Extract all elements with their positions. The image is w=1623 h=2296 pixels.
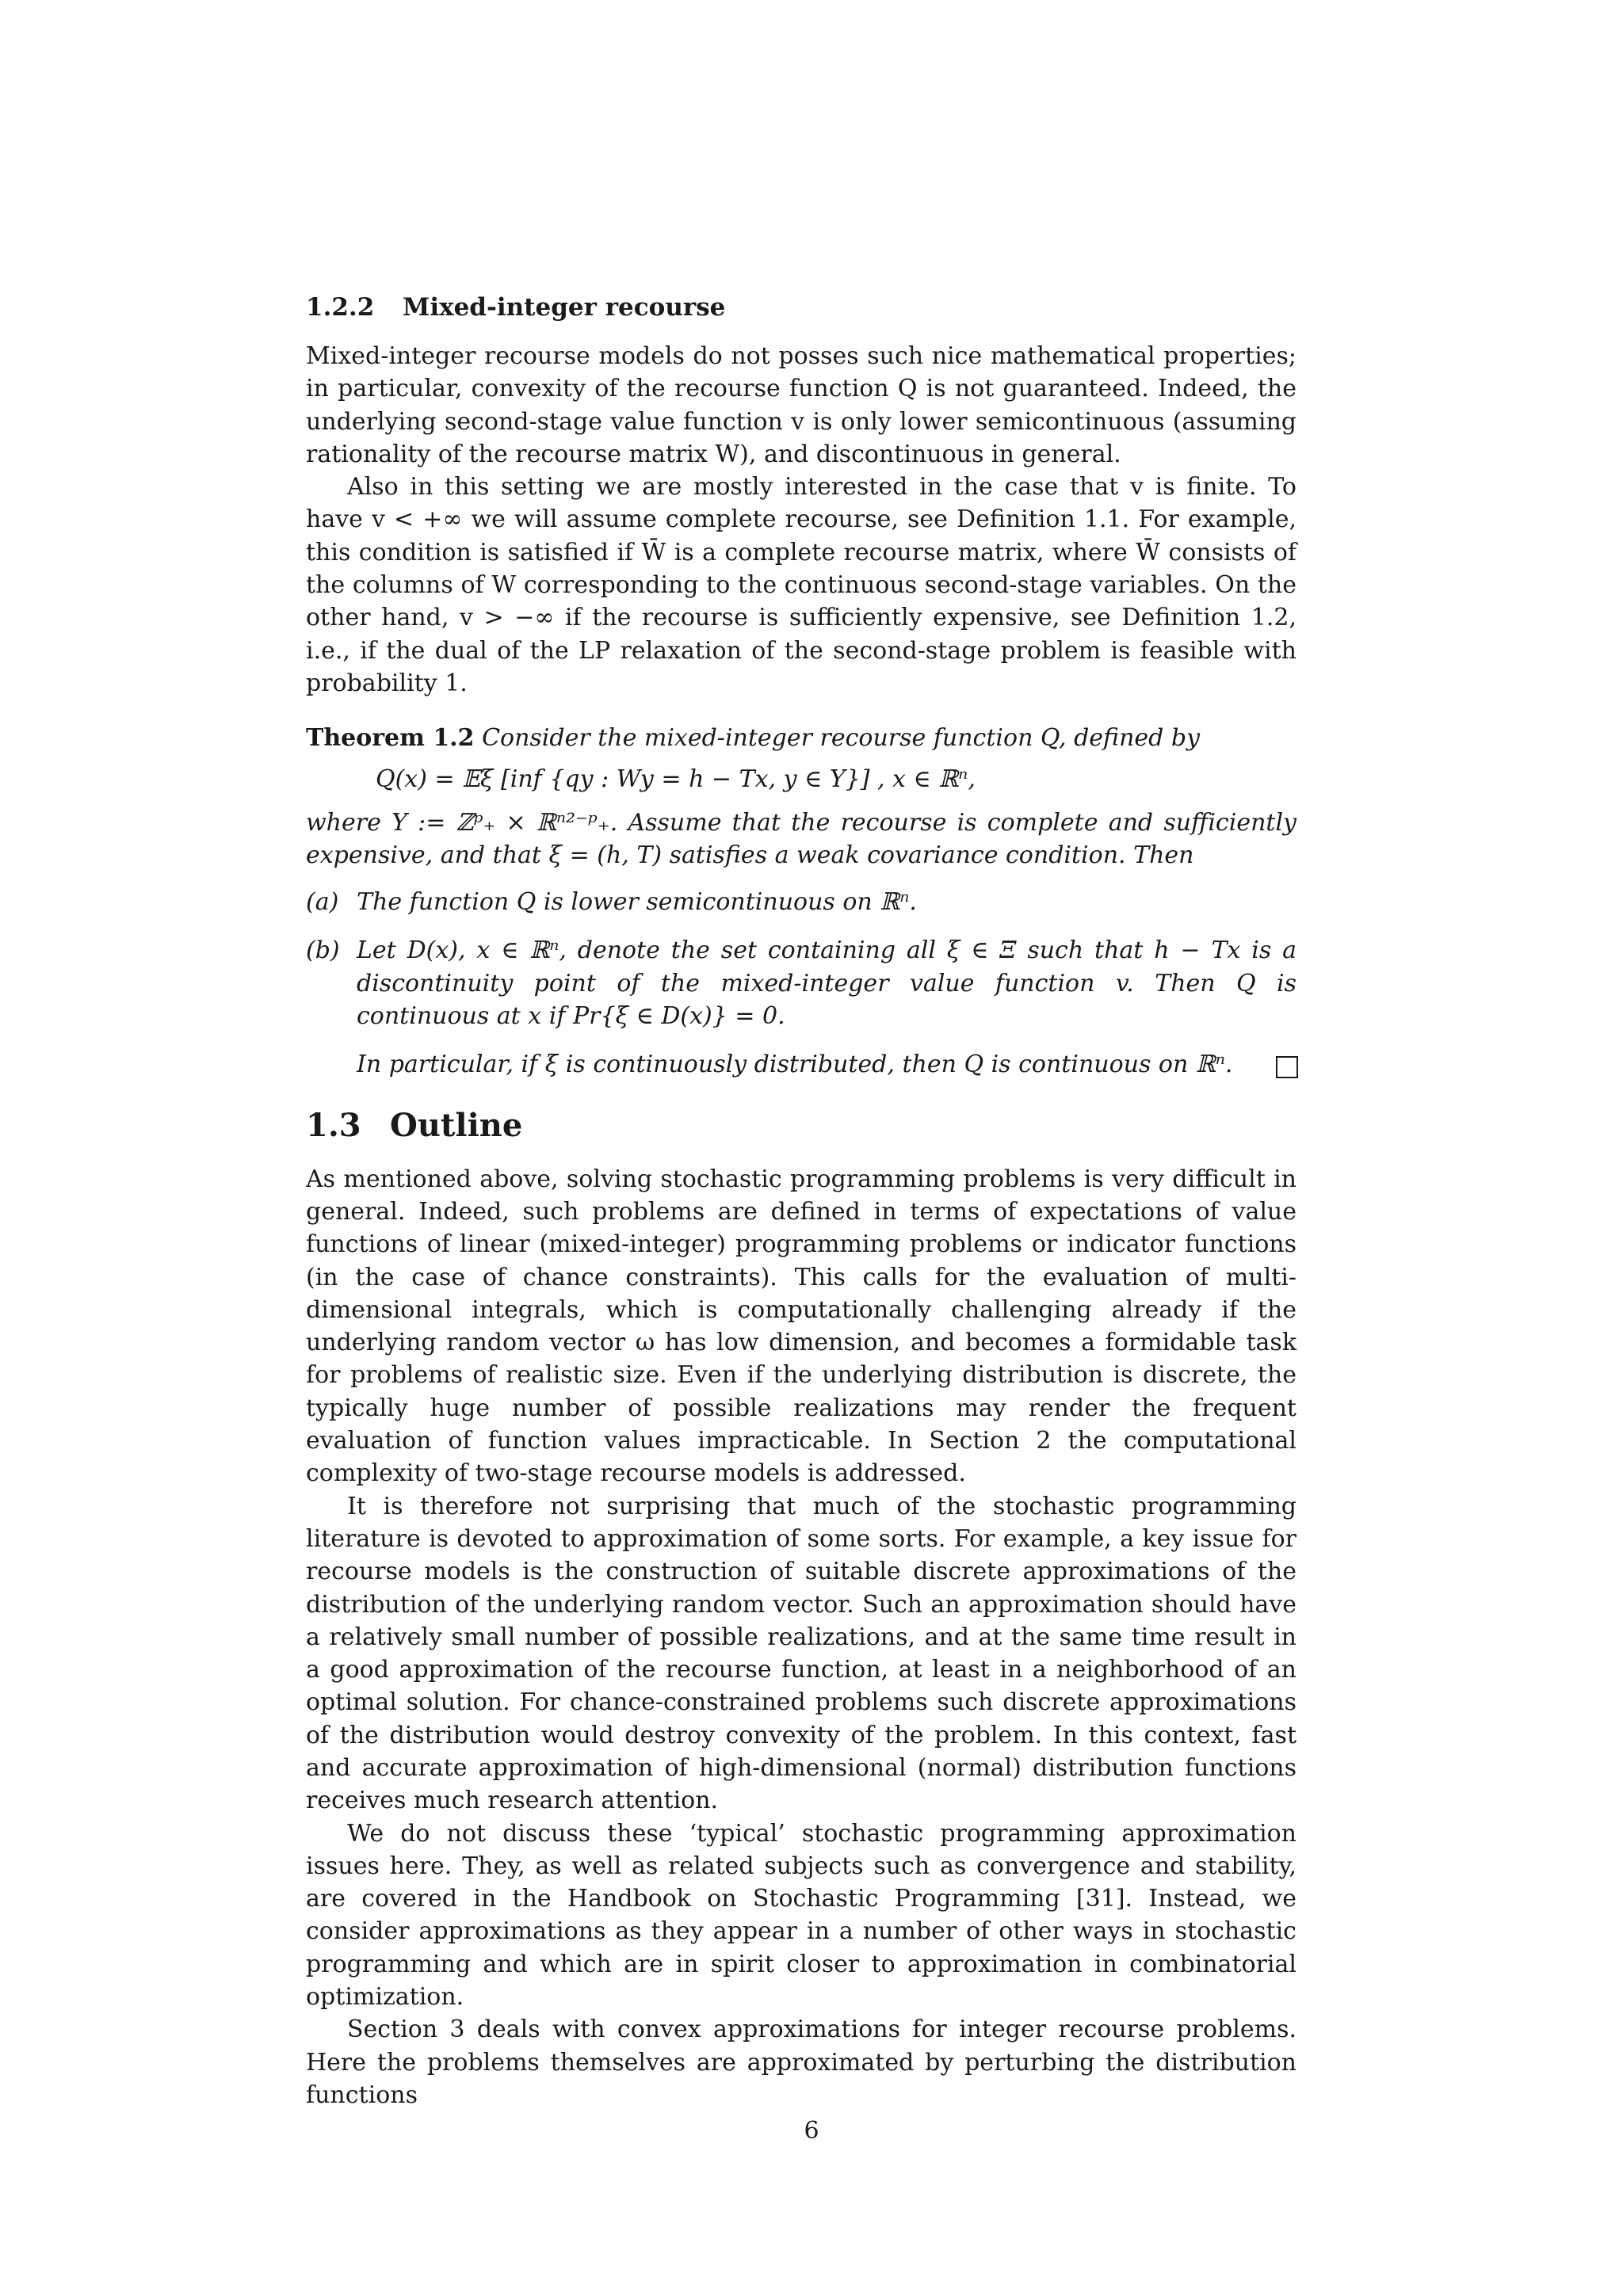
- paragraph-1: Mixed-integer recourse models do not posses such nice mathematical properties; in particular, convexity of the recourse function Q is not guaranteed. Indeed, the underlying second-stage value function v is only lower semicontinuous (assuming rationality of the recourse matrix W), and discontinuous in general.: [306, 342, 1296, 468]
- theorem-block: [306, 722, 1296, 1081]
- theorem-item-b: [306, 934, 1296, 1032]
- item-label: (b): [306, 936, 340, 965]
- section-heading: [306, 1107, 1296, 1144]
- paragraph-2: Also in this setting we are mostly interested in the case that v is finite. To have v < +∞ we will assume complete recourse, see Definition 1.1. For example, this condition is satisfied if W̄ is a complete recourse matrix, where W̄ consists of the columns of W corresponding to the continuous second-stage variables. On the other hand, v > −∞ if the recourse is sufficiently expensive, see Definition 1.2, i.e., if the dual of the LP relaxation of the second-stage problem is feasible with probability 1.: [306, 473, 1296, 697]
- subsection-title: Mixed-integer recourse: [403, 293, 726, 322]
- page-number: 6: [804, 2117, 819, 2145]
- theorem-closing-row: [306, 1048, 1296, 1081]
- page-body: [306, 293, 1296, 2111]
- theorem-item-a: [306, 886, 1296, 918]
- qed-box-icon: [1276, 1056, 1298, 1078]
- item-text: The function Q is lower semicontinuous on ℝⁿ.: [357, 888, 917, 917]
- paragraph-3: As mentioned above, solving stochastic programming problems is very difficult in general. Indeed, such problems are defined in terms of expectations of value functions of linear (mixed-integer) programming problems or indicator functions (in the case of chance constraints). This calls for the evaluation of multi-dimensional integrals, which is computationally challenging already if the underlying random vector ω has low dimension, and becomes a formidable task for problems of realistic size. Even if the underlying distribution is discrete, the typically huge number of possible realizations may render the frequent evaluation of function values impracticable. In Section 2 the computational complexity of two-stage recourse models is addressed.: [306, 1165, 1296, 1488]
- theorem-where: where Y := ℤᵖ₊ × ℝⁿ²⁻ᵖ₊. Assume that the recourse is complete and sufficiently expensive, and that ξ = (h, T) satisfies a weak covariance condition. Then: [306, 808, 1296, 869]
- section-title: Outline: [390, 1106, 523, 1144]
- section-number: 1.3: [306, 1106, 361, 1144]
- paragraph-5: We do not discuss these ‘typical’ stochastic programming approximation issues here. They, as well as related subjects such as convergence and stability, are covered in the Handbook on Stochastic Programming [31]. Instead, we consider approximations as they appear in a number of other ways in stochastic programming and which are in spirit closer to approximation in combinatorial optimization.: [306, 1819, 1296, 2012]
- theorem-label: Theorem 1.2: [306, 724, 475, 753]
- theorem-intro: Consider the mixed-integer recourse function Q, defined by: [482, 724, 1201, 753]
- theorem-equation: Q(x) = 𝔼ξ [inf {qy : Wy = h − Tx, y ∈ Y}] , x ∈ ℝⁿ,: [376, 765, 976, 793]
- item-text: Let D(x), x ∈ ℝⁿ, denote the set containing all ξ ∈ Ξ such that h − Tx is a discontinuity point of the mixed-integer value function v. Then Q is continuous at x if Pr{ξ ∈ D(x)} = 0.: [357, 936, 1296, 1031]
- item-label: (a): [306, 888, 339, 917]
- subsection-number: 1.2.2: [306, 293, 375, 322]
- paragraph-6: Section 3 deals with convex approximations for integer recourse problems. Here the problems themselves are approximated by perturbing the distribution functions: [306, 2016, 1296, 2109]
- subsection-heading: [306, 293, 1296, 322]
- theorem-items: [306, 886, 1296, 1081]
- paragraph-4: It is therefore not surprising that much of the stochastic programming literature is devoted to approximation of some sorts. For example, a key issue for recourse models is the construction of suitable discrete approximations of the distribution of the underlying random vector. Such an approximation should have a relatively small number of possible realizations, and at the same time result in a good approximation of the recourse function, at least in a neighborhood of an optimal solution. For chance-constrained problems such discrete approximations of the distribution would destroy convexity of the problem. In this context, fast and accurate approximation of high-dimensional (normal) distribution functions receives much research attention.: [306, 1492, 1296, 1815]
- theorem-closing: In particular, if ξ is continuously distributed, then Q is continuous on ℝⁿ.: [357, 1051, 1233, 1079]
